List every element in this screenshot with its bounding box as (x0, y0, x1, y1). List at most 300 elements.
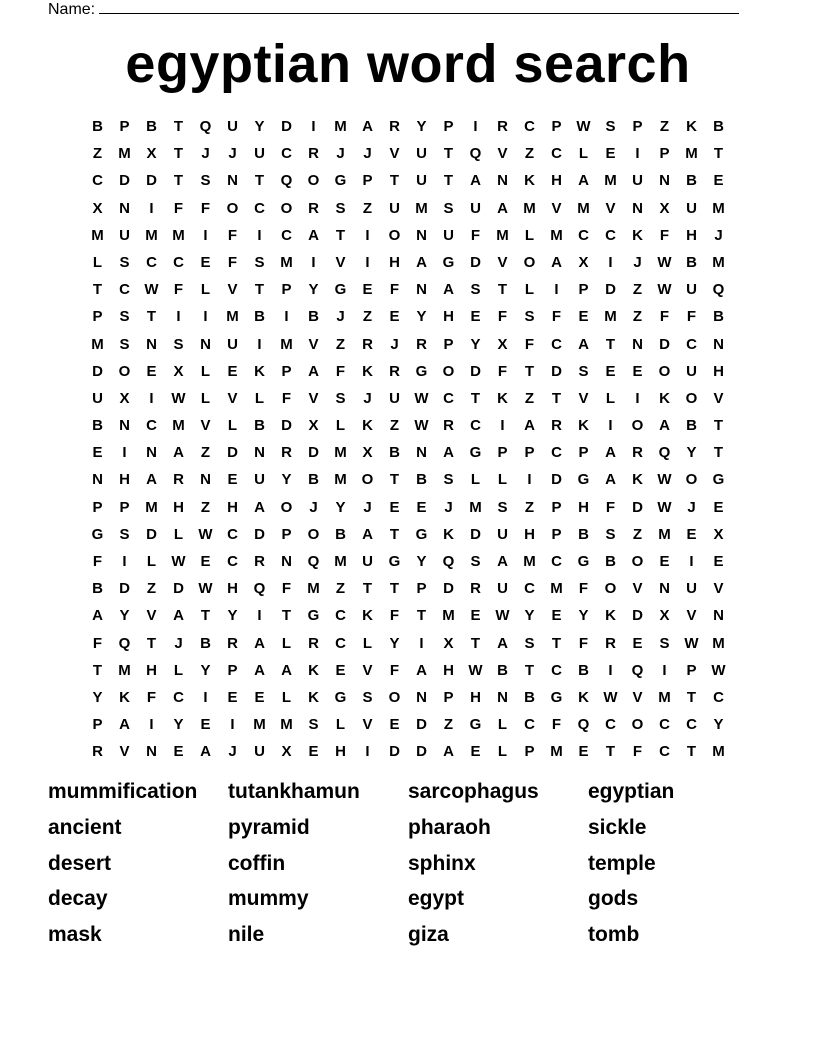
grid-letter: U (92, 389, 103, 407)
grid-letter: O (523, 253, 536, 271)
grid-letter: I (122, 444, 127, 462)
grid-letter: Y (173, 716, 184, 734)
grid-letter: I (203, 688, 208, 706)
grid-letter: U (443, 226, 454, 244)
grid-letter: E (713, 498, 724, 516)
grid-letter: Q (631, 661, 644, 679)
grid-letter: K (578, 417, 589, 435)
grid-letter: P (119, 118, 130, 135)
grid-letter: M (415, 199, 428, 217)
grid-letter: F (92, 634, 103, 652)
grid-letter: Z (632, 308, 643, 326)
name-label: Name: (48, 1, 96, 18)
search-word: temple (588, 851, 656, 875)
grid-letter: T (443, 145, 454, 163)
grid-letter: B (497, 661, 508, 679)
grid-letter: D (254, 525, 265, 543)
grid-letter: Z (362, 199, 373, 217)
grid-letter: I (257, 335, 262, 353)
grid-letter: Q (118, 634, 131, 652)
grid-letter: C (173, 253, 184, 271)
grid-letter: V (146, 607, 157, 625)
grid-letter: G (334, 172, 347, 190)
grid-letter: S (578, 362, 589, 380)
grid-letter: L (227, 417, 238, 435)
grid-letter: V (632, 580, 643, 598)
grid-letter: M (712, 634, 725, 652)
grid-row (84, 331, 732, 358)
grid-letter: E (362, 281, 373, 299)
grid-letter: L (146, 553, 157, 570)
grid-letter: C (659, 743, 670, 761)
grid-letter: W (468, 661, 483, 679)
search-word: mummification (48, 780, 198, 803)
grid-letter: X (497, 335, 508, 353)
grid-letter: A (443, 281, 454, 299)
grid-row (84, 303, 732, 330)
grid-letter: K (362, 362, 373, 380)
grid-letter: Q (658, 444, 671, 462)
grid-letter: D (146, 172, 157, 190)
grid-letter: D (308, 444, 319, 462)
grid-letter: I (554, 281, 559, 299)
grid-letter: F (389, 661, 400, 679)
search-word: sickle (588, 815, 647, 839)
grid-letter: I (527, 471, 532, 489)
grid-letter: R (470, 580, 481, 598)
grid-letter: Z (200, 444, 211, 462)
grid-letter: U (254, 743, 265, 761)
grid-letter: N (632, 199, 643, 217)
grid-letter: K (686, 118, 697, 135)
grid-letter: E (605, 362, 616, 380)
search-word: decay (48, 887, 108, 911)
grid-letter: D (119, 172, 130, 190)
grid-letter: O (442, 362, 455, 380)
search-word: desert (48, 851, 112, 875)
grid-letter: T (686, 743, 697, 761)
grid-letter: N (659, 580, 670, 598)
grid-letter: H (524, 525, 535, 543)
grid-letter: A (443, 444, 454, 462)
grid-letter: R (92, 743, 103, 761)
grid-letter: P (578, 281, 589, 299)
search-word: tutankhamun (228, 780, 360, 803)
grid-letter: R (443, 417, 454, 435)
grid-letter: T (713, 444, 724, 462)
grid-letter: L (281, 634, 292, 652)
grid-letter: R (632, 444, 643, 462)
grid-letter: B (416, 471, 427, 489)
grid-letter: M (712, 253, 725, 271)
grid-letter: T (713, 145, 724, 163)
grid-letter: V (497, 145, 508, 163)
grid-letter: L (281, 688, 292, 706)
grid-letter: F (281, 389, 292, 407)
grid-letter: A (416, 253, 427, 271)
grid-letter: R (389, 362, 400, 380)
grid-letter: H (443, 308, 454, 326)
grid-letter: R (281, 444, 292, 462)
grid-letter: F (605, 498, 616, 516)
grid-letter: H (551, 172, 562, 190)
grid-letter: T (470, 634, 481, 652)
grid-letter: Z (632, 525, 643, 543)
letter-grid (84, 113, 732, 766)
grid-letter: N (416, 226, 427, 244)
grid-letter: Q (469, 145, 482, 163)
grid-letter: Y (713, 716, 724, 734)
grid-letter: Y (686, 444, 697, 462)
grid-letter: T (173, 172, 184, 190)
grid-letter: I (473, 118, 478, 135)
grid-letter: U (227, 118, 238, 135)
grid-letter: P (578, 444, 589, 462)
grid-letter: I (662, 661, 667, 679)
grid-letter: L (335, 716, 346, 734)
grid-letter: F (389, 281, 400, 299)
grid-letter: T (173, 145, 184, 163)
grid-letter: G (334, 281, 347, 299)
grid-letter: C (551, 145, 562, 163)
grid-letter: P (659, 145, 670, 163)
grid-row (84, 630, 732, 657)
grid-letter: B (713, 308, 724, 326)
grid-letter: C (551, 661, 562, 679)
grid-letter: O (280, 498, 293, 516)
grid-letter: Y (92, 688, 103, 706)
grid-letter: N (659, 172, 670, 190)
grid-letter: N (227, 172, 238, 190)
grid-letter: Y (119, 607, 130, 625)
grid-letter: V (551, 199, 562, 217)
grid-letter: I (311, 118, 316, 135)
grid-letter: W (603, 688, 618, 706)
grid-letter: L (92, 253, 103, 271)
grid-letter: Q (442, 553, 455, 570)
grid-letter: C (227, 525, 238, 543)
grid-letter: H (443, 661, 454, 679)
grid-letter: L (173, 525, 184, 543)
grid-letter: U (416, 145, 427, 163)
grid-letter: D (119, 580, 130, 598)
grid-letter: J (174, 634, 183, 652)
grid-letter: V (713, 389, 724, 407)
grid-letter: E (227, 688, 238, 706)
grid-letter: U (470, 199, 481, 217)
grid-letter: V (200, 417, 211, 435)
grid-letter: Y (470, 335, 481, 353)
grid-letter: V (308, 389, 319, 407)
grid-letter: M (334, 444, 347, 462)
grid-letter: T (146, 634, 157, 652)
grid-letter: P (551, 498, 562, 516)
grid-letter: C (335, 607, 346, 625)
grid-letter: Q (253, 580, 266, 598)
grid-letter: U (362, 553, 373, 570)
grid-letter: P (92, 716, 103, 734)
grid-letter: A (119, 716, 130, 734)
grid-letter: M (280, 716, 293, 734)
grid-letter: C (605, 716, 616, 734)
grid-letter: J (228, 743, 237, 761)
grid-letter: V (308, 335, 319, 353)
grid-letter: A (362, 525, 373, 543)
grid-letter: G (712, 471, 725, 489)
grid-letter: U (119, 226, 130, 244)
grid-letter: B (92, 580, 103, 598)
grid-letter: U (686, 580, 697, 598)
grid-letter: M (712, 743, 725, 761)
search-word: pyramid (228, 815, 310, 839)
grid-letter: T (254, 172, 265, 190)
grid-letter: X (119, 389, 130, 407)
grid-letter: E (551, 607, 562, 625)
grid-letter: L (497, 471, 508, 489)
search-word: sarcophagus (408, 780, 539, 803)
grid-letter: H (713, 362, 724, 380)
grid-letter: R (362, 335, 373, 353)
grid-letter: F (551, 716, 562, 734)
grid-letter: P (416, 580, 427, 598)
grid-letter: Z (335, 335, 346, 353)
grid-letter: B (389, 444, 400, 462)
grid-letter: F (200, 199, 211, 217)
word-list (48, 780, 768, 959)
grid-letter: Z (524, 389, 535, 407)
grid-letter: W (144, 281, 159, 299)
grid-letter: I (257, 226, 262, 244)
grid-letter: B (308, 471, 319, 489)
grid-letter: P (632, 118, 643, 135)
grid-letter: S (362, 688, 373, 706)
grid-letter: D (146, 525, 157, 543)
grid-letter: E (389, 716, 400, 734)
grid-letter: P (92, 498, 103, 516)
grid-letter: O (118, 362, 131, 380)
grid-letter: T (362, 580, 373, 598)
grid-letter: G (469, 444, 482, 462)
grid-letter: X (713, 525, 724, 543)
grid-letter: C (578, 226, 589, 244)
grid-letter: C (551, 335, 562, 353)
grid-letter: T (389, 471, 400, 489)
grid-letter: Q (199, 118, 212, 135)
grid-letter: U (686, 281, 697, 299)
grid-letter: L (362, 634, 373, 652)
grid-letter: F (632, 743, 643, 761)
grid-row (84, 167, 732, 194)
grid-letter: E (389, 308, 400, 326)
grid-letter: P (524, 444, 535, 462)
grid-letter: G (415, 362, 428, 380)
grid-letter: L (335, 417, 346, 435)
word-row (48, 816, 768, 852)
grid-letter: N (632, 335, 643, 353)
grid-letter: F (551, 308, 562, 326)
grid-letter: V (632, 688, 643, 706)
grid-letter: W (414, 389, 429, 407)
grid-letter: Y (254, 118, 265, 135)
grid-row (84, 684, 732, 711)
grid-letter: I (176, 308, 181, 326)
grid-letter: M (496, 226, 509, 244)
grid-letter: E (713, 172, 724, 190)
search-word: nile (228, 923, 265, 947)
grid-letter: E (335, 661, 346, 679)
grid-row (84, 657, 732, 684)
grid-letter: L (578, 145, 589, 163)
grid-letter: V (227, 281, 238, 299)
grid-letter: A (200, 743, 211, 761)
grid-letter: Q (307, 553, 320, 570)
grid-letter: U (686, 362, 697, 380)
grid-letter: O (307, 525, 320, 543)
grid-letter: L (605, 389, 616, 407)
grid-letter: T (416, 607, 427, 625)
grid-letter: A (92, 607, 103, 625)
grid-letter: W (657, 471, 672, 489)
grid-letter: X (659, 199, 670, 217)
grid-letter: K (362, 607, 373, 625)
grid-letter: E (227, 362, 238, 380)
grid-letter: L (470, 471, 481, 489)
grid-letter: O (388, 226, 401, 244)
grid-letter: A (497, 553, 508, 570)
search-word: ancient (48, 815, 122, 839)
grid-letter: P (281, 281, 292, 299)
grid-letter: W (657, 253, 672, 271)
grid-letter: M (550, 580, 563, 598)
grid-row (84, 602, 732, 629)
grid-letter: Z (92, 145, 103, 163)
grid-letter: C (686, 335, 697, 353)
grid-row (84, 412, 732, 439)
grid-letter: R (308, 145, 319, 163)
grid-letter: C (686, 716, 697, 734)
grid-letter: N (200, 471, 211, 489)
grid-row (84, 711, 732, 738)
word-row (48, 852, 768, 888)
grid-letter: I (608, 661, 613, 679)
grid-letter: O (388, 688, 401, 706)
grid-letter: C (605, 226, 616, 244)
grid-letter: P (551, 118, 562, 135)
grid-letter: G (442, 253, 455, 271)
grid-letter: J (444, 498, 453, 516)
grid-letter: U (254, 145, 265, 163)
grid-letter: A (173, 444, 184, 462)
grid-letter: Z (200, 498, 211, 516)
grid-letter: K (605, 607, 616, 625)
grid-letter: J (687, 498, 696, 516)
grid-letter: C (551, 553, 562, 570)
grid-letter: K (362, 417, 373, 435)
grid-letter: E (389, 498, 400, 516)
grid-letter: M (253, 716, 266, 734)
search-word: egyptian (588, 780, 675, 803)
grid-letter: C (443, 389, 454, 407)
grid-letter: H (119, 471, 130, 489)
grid-letter: E (578, 743, 589, 761)
grid-letter: K (524, 172, 535, 190)
grid-letter: Y (578, 607, 589, 625)
grid-letter: D (281, 118, 292, 135)
grid-letter: N (119, 417, 130, 435)
grid-letter: R (173, 471, 184, 489)
grid-letter: K (308, 661, 319, 679)
grid-letter: E (659, 553, 670, 570)
grid-letter: I (365, 743, 370, 761)
grid-letter: A (524, 417, 535, 435)
grid-letter: T (524, 661, 535, 679)
grid-letter: A (605, 444, 616, 462)
grid-row (84, 575, 732, 602)
search-word: coffin (228, 851, 286, 875)
grid-letter: C (119, 281, 130, 299)
grid-letter: U (254, 471, 265, 489)
grid-letter: I (149, 389, 154, 407)
grid-letter: C (227, 553, 238, 570)
grid-letter: T (686, 688, 697, 706)
grid-letter: T (713, 417, 724, 435)
grid-letter: J (309, 498, 318, 516)
grid-letter: M (226, 308, 239, 326)
grid-letter: F (686, 308, 697, 326)
grid-letter: F (578, 580, 589, 598)
grid-letter: Y (308, 281, 319, 299)
grid-letter: P (686, 661, 697, 679)
grid-letter: V (227, 389, 238, 407)
grid-letter: A (173, 607, 184, 625)
grid-row (84, 140, 732, 167)
grid-letter: B (308, 308, 319, 326)
grid-letter: E (92, 444, 103, 462)
grid-letter: A (416, 661, 427, 679)
grid-row (84, 738, 732, 765)
grid-letter: D (632, 498, 643, 516)
grid-row (84, 494, 732, 521)
grid-letter: S (470, 553, 481, 570)
grid-letter: I (419, 634, 424, 652)
word-row (48, 923, 768, 959)
grid-letter: X (92, 199, 103, 217)
grid-letter: K (443, 525, 454, 543)
grid-letter: E (713, 553, 724, 570)
grid-letter: W (657, 281, 672, 299)
grid-letter: M (145, 226, 158, 244)
grid-letter: N (146, 335, 157, 353)
grid-letter: I (365, 253, 370, 271)
grid-letter: E (416, 498, 427, 516)
grid-letter: B (578, 661, 589, 679)
grid-letter: M (280, 253, 293, 271)
name-underline[interactable] (99, 0, 739, 14)
grid-letter: N (713, 335, 724, 353)
grid-letter: M (550, 743, 563, 761)
grid-letter: C (146, 253, 157, 271)
grid-letter: B (686, 417, 697, 435)
grid-letter: C (254, 199, 265, 217)
grid-letter: T (92, 661, 103, 679)
grid-letter: I (608, 417, 613, 435)
grid-letter: S (254, 253, 265, 271)
grid-letter: N (92, 471, 103, 489)
grid-letter: E (632, 634, 643, 652)
grid-letter: E (470, 743, 481, 761)
grid-letter: U (389, 199, 400, 217)
grid-letter: B (713, 118, 724, 135)
